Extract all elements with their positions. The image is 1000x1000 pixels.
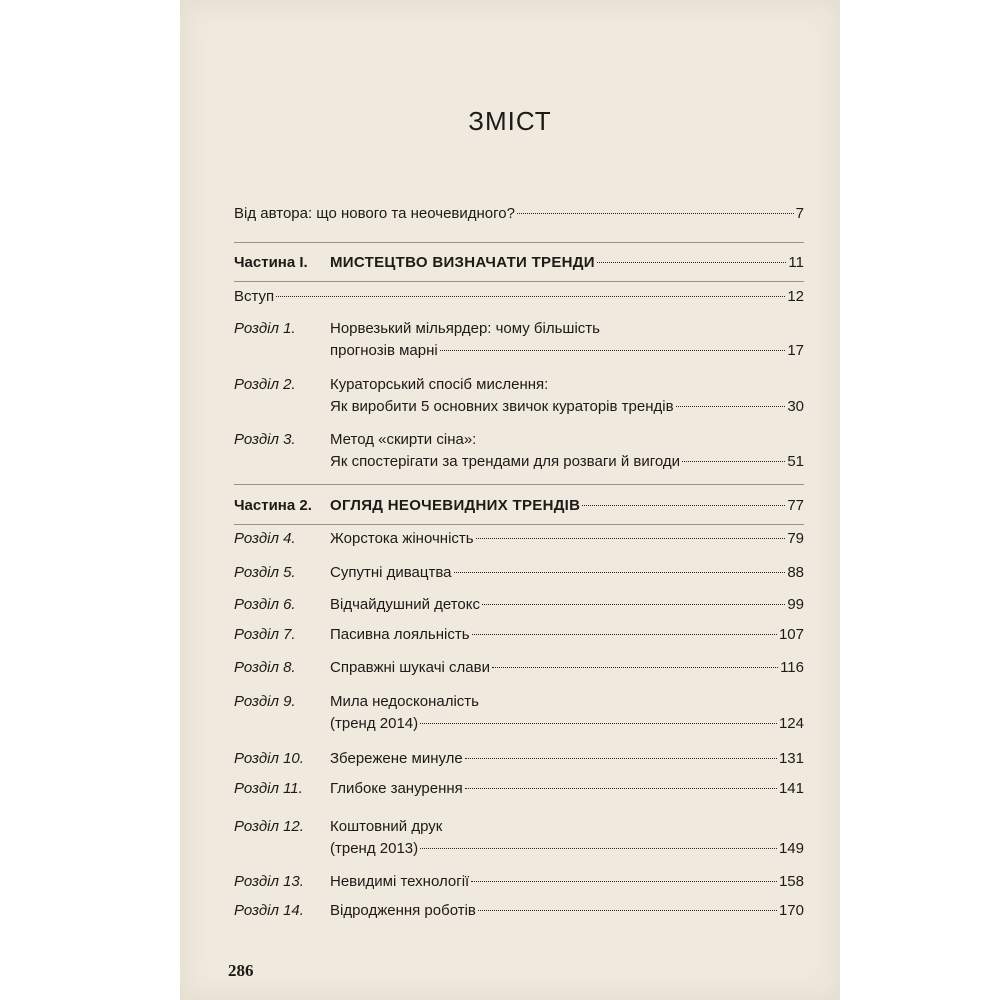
book-page <box>180 0 840 1000</box>
divider <box>234 484 804 485</box>
page-number: 286 <box>228 961 254 980</box>
chapter-label: Розділ 7. <box>234 626 296 643</box>
toc-entry-chapter-5 <box>234 564 804 586</box>
chapter-title: Збережене минуле <box>330 750 463 767</box>
dot-leader <box>471 881 777 882</box>
chapter-label: Розділ 3. <box>234 431 296 448</box>
dot-leader <box>492 667 778 668</box>
entry-page: 30 <box>787 398 804 415</box>
entry-page: 141 <box>778 780 804 797</box>
toc-entry-chapter-10 <box>234 750 804 772</box>
chapter-title: Справжні шукачі слави <box>330 659 490 676</box>
toc-entry-chapter-4 <box>234 530 804 552</box>
chapter-title: Жорстока жіночність <box>330 530 474 547</box>
part-title: ОГЛЯД НЕОЧЕВИДНИХ ТРЕНДІВ <box>330 497 581 514</box>
entry-page: 158 <box>778 873 804 890</box>
entry-title: Від автора: що нового та неочевидного? <box>234 205 515 222</box>
chapter-title-line-1: Норвезький мільярдер: чому більшість <box>330 320 600 337</box>
divider <box>234 524 804 525</box>
entry-page: 79 <box>787 530 804 547</box>
entry-page: 131 <box>778 750 804 767</box>
toc-entry-chapter-1 <box>234 320 804 364</box>
chapter-title: Пасивна лояльність <box>330 626 470 643</box>
toc-entry-part-1 <box>234 254 804 276</box>
dot-leader <box>482 604 785 605</box>
chapter-title: Відчайдушний детокс <box>330 596 480 613</box>
chapter-label: Розділ 12. <box>234 818 304 835</box>
chapter-label: Розділ 2. <box>234 376 296 393</box>
chapter-title: Глибоке занурення <box>330 780 463 797</box>
chapter-title-line-1: Кураторський спосіб мислення: <box>330 376 549 393</box>
entry-page: 149 <box>778 840 804 857</box>
dot-leader <box>478 910 777 911</box>
chapter-label: Розділ 8. <box>234 659 296 676</box>
dot-leader <box>276 296 785 297</box>
toc-entry-part-2 <box>234 497 804 519</box>
entry-page: 99 <box>787 596 804 613</box>
toc-entry-chapter-13 <box>234 873 804 895</box>
chapter-title-line-2: (тренд 2014) <box>330 715 419 732</box>
chapter-title-line-1: Метод «скирти сіна»: <box>330 431 477 448</box>
part-label: Частина 2. <box>234 497 312 514</box>
entry-title: Вступ <box>234 288 275 305</box>
chapter-label: Розділ 4. <box>234 530 296 547</box>
entry-page: 12 <box>787 288 804 305</box>
chapter-label: Розділ 13. <box>234 873 304 890</box>
part-title: МИСТЕЦТВО ВИЗНАЧАТИ ТРЕНДИ <box>330 254 595 271</box>
dot-leader <box>472 634 777 635</box>
toc-entry-chapter-11 <box>234 780 804 802</box>
entry-page: 107 <box>778 626 804 643</box>
chapter-title-line-1: Коштовний друк <box>330 818 443 835</box>
toc-entry-chapter-12 <box>234 818 804 862</box>
dot-leader <box>676 406 786 407</box>
entry-page: 77 <box>787 497 804 514</box>
toc-entry-chapter-9 <box>234 693 804 737</box>
chapter-title: Невидимі технології <box>330 873 470 890</box>
chapter-title-line-2: (тренд 2013) <box>330 840 419 857</box>
chapter-title: Супутні дивацтва <box>330 564 452 581</box>
chapter-title-line-1: Мила недосконаліcть <box>330 693 479 710</box>
page-title: ЗМІСТ <box>468 106 552 136</box>
dot-leader <box>597 262 787 263</box>
chapter-label: Розділ 9. <box>234 693 296 710</box>
part-label: Частина I. <box>234 254 308 271</box>
chapter-label: Розділ 1. <box>234 320 296 337</box>
toc-entry-chapter-14 <box>234 902 804 924</box>
dot-leader <box>682 461 785 462</box>
dot-leader <box>476 538 786 539</box>
chapter-label: Розділ 10. <box>234 750 304 767</box>
entry-page: 88 <box>787 564 804 581</box>
chapter-label: Розділ 5. <box>234 564 296 581</box>
dot-leader <box>465 788 777 789</box>
toc-entry-intro <box>234 288 804 310</box>
entry-page: 124 <box>778 715 804 732</box>
entry-page: 7 <box>795 205 804 222</box>
dot-leader <box>582 505 785 506</box>
toc-entry-chapter-8 <box>234 659 804 681</box>
entry-page: 170 <box>778 902 804 919</box>
divider <box>234 242 804 243</box>
entry-page: 17 <box>787 342 804 359</box>
entry-page: 116 <box>780 659 804 676</box>
divider <box>234 281 804 282</box>
entry-page: 11 <box>788 254 804 271</box>
chapter-label: Розділ 11. <box>234 780 303 797</box>
dot-leader <box>440 350 786 351</box>
toc-entry-chapter-3 <box>234 431 804 475</box>
dot-leader <box>420 848 777 849</box>
dot-leader <box>454 572 786 573</box>
dot-leader <box>420 723 777 724</box>
toc-entry-chapter-2 <box>234 376 804 420</box>
entry-page: 51 <box>787 453 804 470</box>
dot-leader <box>465 758 777 759</box>
chapter-title: Відродження роботів <box>330 902 476 919</box>
toc-entry-preface <box>234 205 804 227</box>
chapter-title-line-2: Як виробити 5 основних звичок кураторів трендів <box>330 398 674 415</box>
chapter-title-line-2: Як спостерігати за трендами для розваги й вигоди <box>330 453 681 470</box>
toc-entry-chapter-7 <box>234 626 804 648</box>
dot-leader <box>517 213 794 214</box>
chapter-label: Розділ 6. <box>234 596 296 613</box>
chapter-label: Розділ 14. <box>234 902 304 919</box>
chapter-title-line-2: прогнозів марні <box>330 342 438 359</box>
toc-entry-chapter-6 <box>234 596 804 618</box>
